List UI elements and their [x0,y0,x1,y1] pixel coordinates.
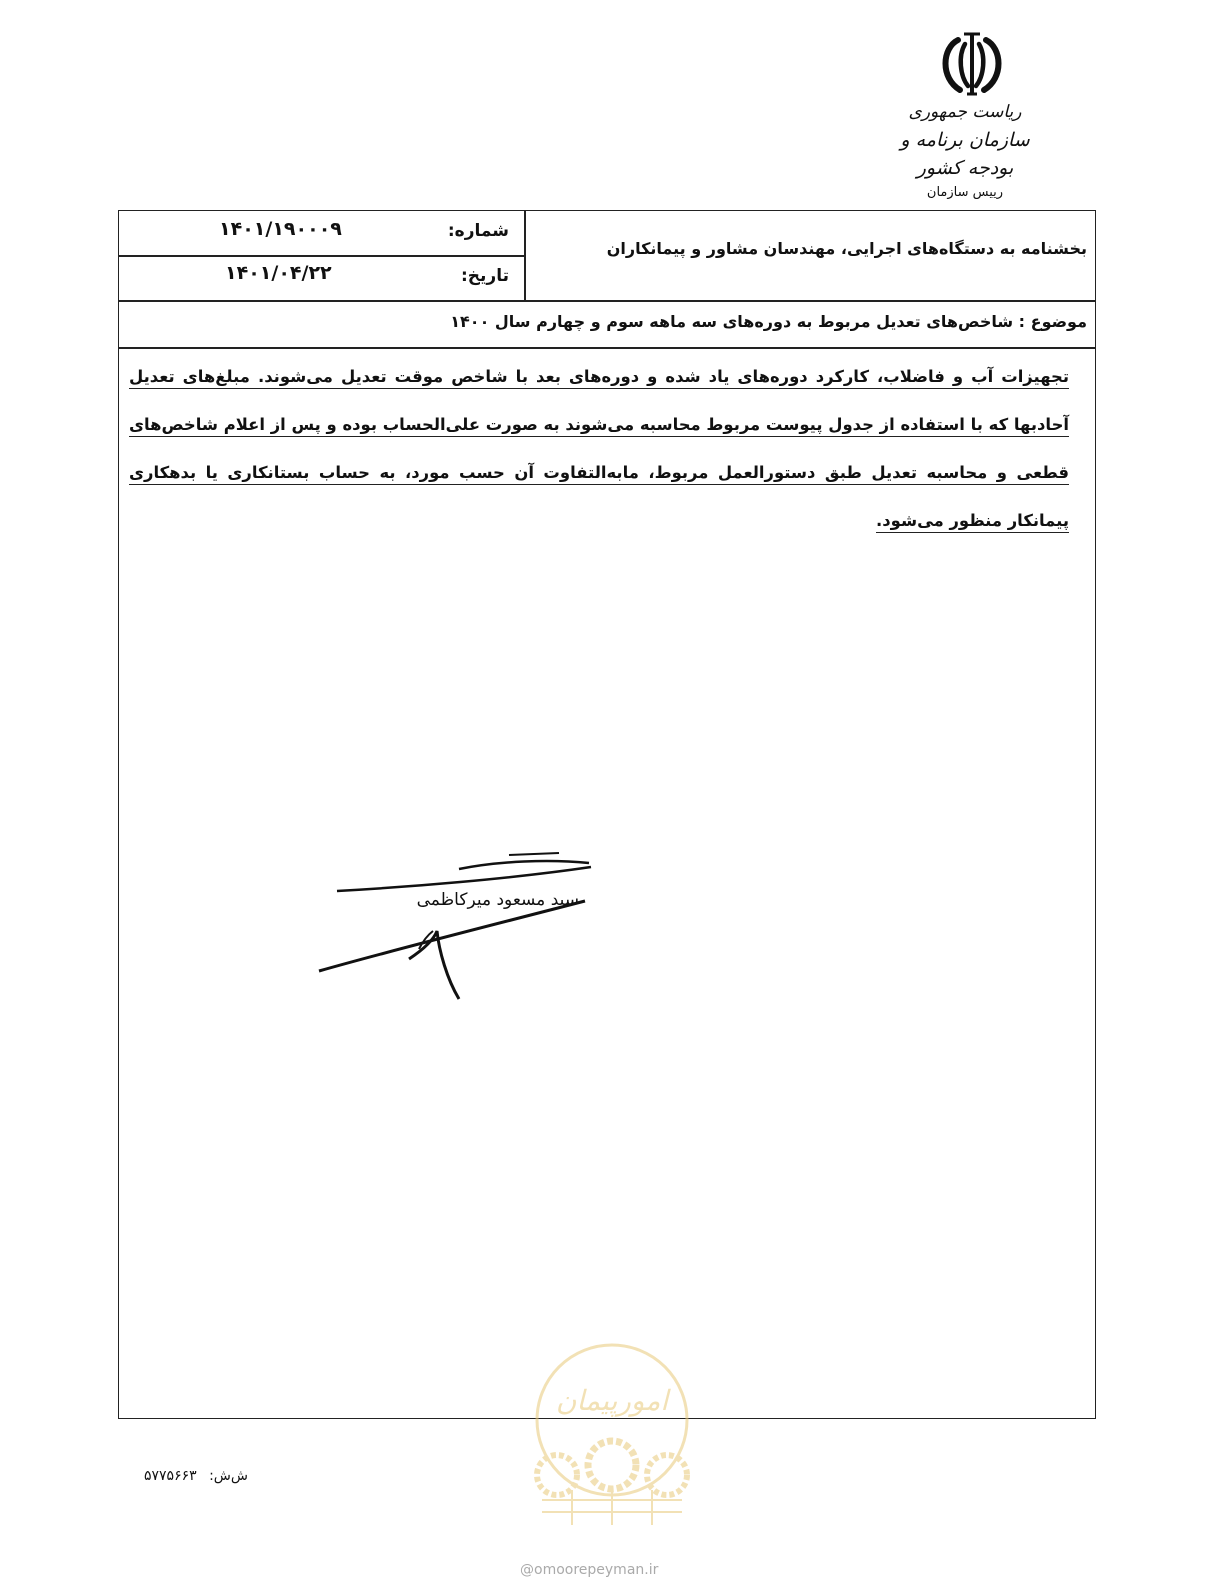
recipient-line: بخشنامه به دستگاه‌های اجرایی، مهندسان مشاور و پیمانکاران [606,239,1087,258]
letter-number: ۱۴۰۱/۱۹۰۰۰۹ [219,218,342,240]
watermark-logo [512,1340,712,1530]
office-title: رییس سازمان [926,185,1004,200]
letter-frame [118,210,1096,1419]
letter-body [129,353,1069,545]
registration-number [144,1468,248,1484]
registration-label: ش‌ش: [209,1468,248,1484]
header-row-divider [119,255,525,257]
registration-value: ۵۷۷۵۶۶۳ [144,1468,197,1484]
letter-date: ۱۴۰۱/۰۴/۲۲ [225,262,332,284]
subject-line: موضوع : شاخص‌های تعدیل مربوط به دوره‌های سه ماهه سوم و چهارم سال ۱۴۰۰ [450,312,1087,331]
signer-name: سید مسعود میرکاظمی [416,890,579,910]
number-label: شماره: [447,221,509,241]
header-column-divider [524,211,526,301]
watermark-text: امورپیمان [555,1384,669,1417]
subject-bottom-rule [119,347,1095,349]
iran-emblem-icon [934,30,1010,100]
presidency-title: ریاست جمهوری [908,102,1022,122]
organization-name: سازمان برنامه و بودجه کشور [900,129,1030,179]
body-paragraph: تجهیزات آب و فاضلاب، کارکرد دوره‌های یاد شده و دوره‌های بعد با شاخص موقت تعدیل می‌شوند. مبلغ‌های تعدیل آحادبها که با استفاده از جدول پیوست مربوط محاسبه می‌شوند به صورت علی‌الحساب بوده و پس از اعلام شاخص‌های قطعی و محاسبه تعدیل طبق دستورالعمل مربوط، مابه‌التفاوت آن حسب مورد، به حساب بستانکاری یا بدهکاری پیمانکار منظور می‌شود. [129,367,1069,533]
header-bottom-rule [119,300,1095,302]
signature-image [309,839,599,1009]
watermark-url: @omoorepeyman.ir [520,1562,659,1578]
organization-header [880,100,1050,202]
date-label: تاریخ: [461,266,509,286]
